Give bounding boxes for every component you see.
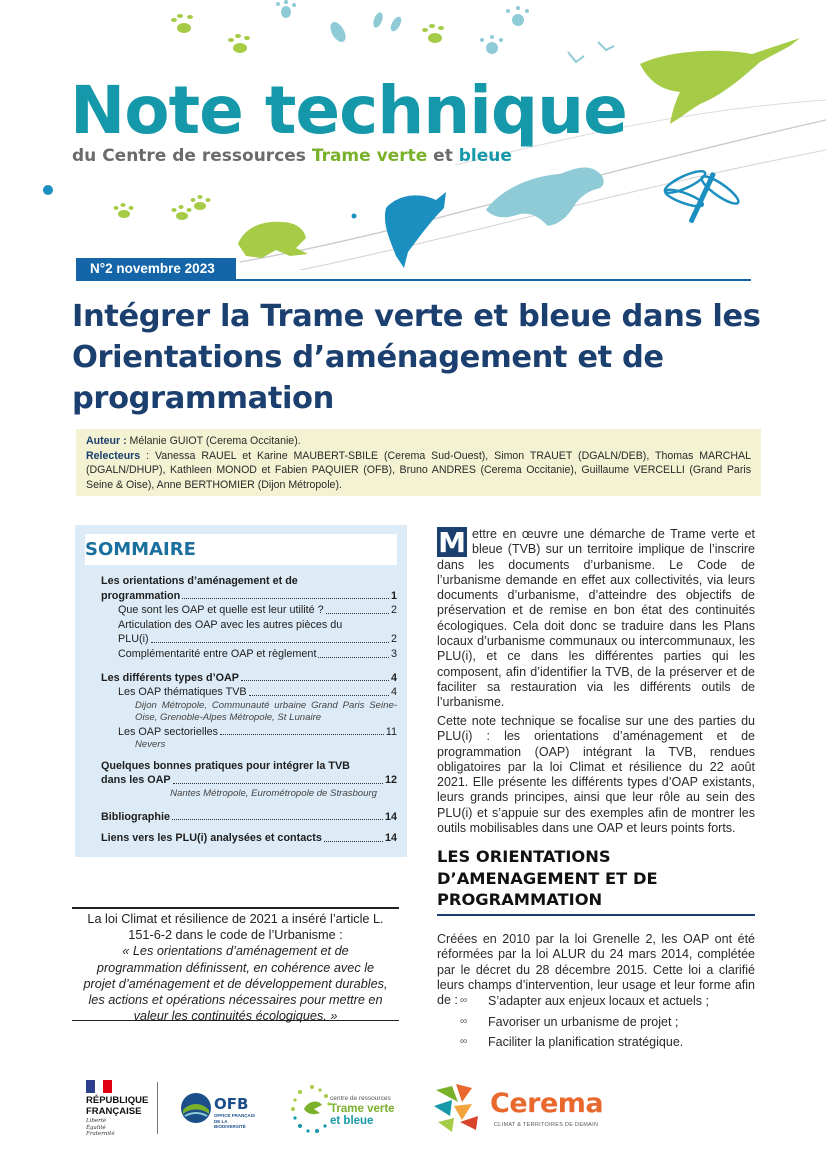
toc-entry-label: Bibliographie <box>101 810 170 823</box>
toc-entry-oap-sectorielles[interactable] <box>101 725 397 740</box>
fox-icon <box>486 168 604 226</box>
toc-entry-label: PLU(i) <box>118 633 149 646</box>
toc-page-number: 14 <box>384 832 397 845</box>
subtitle-prefix: du Centre de ressources <box>72 146 312 166</box>
toc-entry-oap-utilite[interactable] <box>101 603 397 618</box>
toc-entry-label: Les OAP thématiques TVB <box>118 686 247 699</box>
toc-page-number: 12 <box>384 774 397 787</box>
toc-page-number: 4 <box>390 671 397 684</box>
toc-entry-orientations[interactable] <box>101 574 397 603</box>
rf-motto: Égalité <box>86 1124 106 1131</box>
reviewers-label: Relecteurs <box>86 449 141 462</box>
toc-entry-bonnes-pratiques[interactable] <box>101 759 397 788</box>
bird-track-icon <box>568 42 614 62</box>
author-label: Auteur : <box>86 435 127 447</box>
focus-paragraph: Cette note technique se focalise sur une des parties du PLU(i) : les orientations d’aménagement et de programmation (OAP) intégrant la TVB, rendues obligatoires par la loi Climat et résilience du 22 août 2021. Elle présente les différents types d’OAP existants, leurs grands principes, ainsi que leur rôle au sein des PLU(i) et s’appuie sur des exemples afin de montrer les outils mobilisables dans une OAP et leurs points forts. <box>437 714 755 836</box>
list-item-text: Faciliter la planification stratégique. <box>488 1035 684 1049</box>
intro-text: ettre en œuvre une démarche de Trame verte et bleue (TVB) sur un territoire implique de l’inscrire dans les documents d’urbanisme. Le Code de l’urbanisme demande en effet aux collectivités, via leurs documents d’urbanisme, d’atteindre des objectifs de préservation et de remise en bon état des continuités écologiques. Cela doit donc se traduire dans les Plans locaux d’urbanisme communaux ou intercommunaux, les PLU(i), et ce dans les différentes parties qui les composent, afin d’identifier la TVB, de la préserver et de faciliter sa restauration via les différents outils de l’urbanisme. <box>437 527 755 710</box>
intro-paragraph <box>437 527 755 711</box>
toc-entry-types-oap[interactable] <box>101 671 397 686</box>
list-item-text: Favoriser un urbanisme de projet ; <box>488 1014 679 1029</box>
quote-intro: La loi Climat et résilience de 2021 a inséré l’article L. 151-6-2 dans le code de l’Urbanisme : <box>87 912 384 943</box>
subtitle-et: et <box>427 146 459 166</box>
ofb-logo <box>180 1092 260 1130</box>
cerema-name: Cerema <box>490 1088 604 1119</box>
cerema-logo <box>432 1082 612 1137</box>
toc-entry-label: Les orientations d’aménagement et de <box>101 575 298 587</box>
infinity-bullet-icon: ∞ <box>460 1015 468 1027</box>
frog-icon <box>238 222 308 258</box>
toc-entry-liens[interactable] <box>101 831 397 846</box>
rf-motto: Fraternité <box>86 1131 115 1137</box>
toc-entry-label: Les OAP sectorielles <box>118 725 219 738</box>
trame-verte-bleue-logo <box>290 1081 400 1137</box>
toc-page-number: 3 <box>390 647 397 660</box>
list-item <box>460 991 760 1012</box>
ofb-fullname: DE LA BIODIVERSITÉ <box>214 1118 246 1129</box>
author-text: Mélanie GUIOT (Cerema Occitanie). <box>126 435 301 447</box>
cerema-emblem-icon <box>432 1082 486 1134</box>
dot-icon <box>43 185 357 219</box>
toc-entry-articulation[interactable] <box>101 618 397 647</box>
toc-entry-label: dans les OAP <box>101 774 171 787</box>
toc-entry-label: Liens vers les PLU(i) analysées et contacts <box>101 832 322 845</box>
list-item <box>460 1012 760 1033</box>
marianne-flag-icon <box>86 1080 112 1093</box>
toc-entry-oap-thematiques[interactable] <box>101 685 397 700</box>
toc-entry-label: Les différents types d’OAP <box>101 671 239 684</box>
ofb-name: OFB <box>214 1095 249 1113</box>
document-title: Intégrer la Trame verte et bleue dans les Orientations d’aménagement et de programmation <box>72 299 761 416</box>
toc-page-number: 1 <box>390 589 397 602</box>
reviewers-text: : Vanessa RAUEL et Karine MAUBERT-SBILE (Cerema Sud-Ouest), Simon TRAUET (DGALN/DEB), Thomas MARCHAL (DGALN/DHUP), Kathleen MONOD et Fabien PAQUIER (OFB), Bruno ANDRES (Cerema Occitanie), Guillaume VERCELLI (Grand Paris Seine & Oise), Anne BERTHOMIER (Dijon Métropole). <box>86 449 751 491</box>
rf-line1: RÉPUBLIQUE <box>86 1095 149 1106</box>
drop-cap: M <box>438 526 466 559</box>
law-quote <box>72 908 399 1024</box>
toc-body <box>101 574 397 846</box>
infinity-bullet-icon: ∞ <box>460 995 468 1006</box>
rf-line2: FRANÇAISE <box>86 1105 142 1117</box>
rf-motto: Liberté <box>86 1118 107 1124</box>
footprint-icon <box>171 14 444 53</box>
toc-entry-label: Complémentarité entre OAP et règlement <box>118 647 317 660</box>
issue-badge: N°2 novembre 2023 <box>76 258 236 280</box>
toc-entry-label: Articulation des OAP avec les autres pièces du <box>118 618 343 631</box>
toc-examples: Dijon Métropole, Communauté urbaine Grand Paris Seine-Oise, Grenoble-Alpes Métropole, St Lunaire <box>135 699 397 724</box>
cerema-tagline: CLIMAT & TERRITOIRES DE DEMAIN <box>494 1122 599 1128</box>
tvb-emblem-icon <box>290 1083 334 1135</box>
section-paragraph: Créées en 2010 par la loi Grenelle 2, les OAP ont été réformées par la loi ALUR du 24 mars 2014, complétée par le décret du 28 décembre 2015. Cette loi a clarifié leurs champs d’intervention, leur usage et leur forme afin de : <box>437 932 755 1008</box>
footprint-icon <box>114 195 211 220</box>
list-item-text: S’adapter aux enjeux locaux et actuels ; <box>488 994 709 1008</box>
fish-icon <box>385 192 446 268</box>
toc-page-number: 2 <box>390 604 397 617</box>
issue-divider <box>76 279 751 281</box>
tvb-line1: Trame verte <box>330 1103 395 1115</box>
list-item <box>460 1032 760 1053</box>
objectives-list <box>460 991 760 1053</box>
table-of-contents <box>75 525 407 857</box>
brand-subtitle <box>72 146 512 166</box>
toc-entry-label: Quelques bonnes pratiques pour intégrer la TVB <box>101 759 350 772</box>
subtitle-trame-verte: Trame verte <box>311 146 428 166</box>
toc-examples: Nantes Métropole, Eurométropole de Strasbourg <box>170 788 377 800</box>
republique-francaise-logo <box>86 1080 161 1140</box>
toc-page-number: 14 <box>384 810 397 823</box>
toc-heading: SOMMAIRE <box>85 534 397 565</box>
toc-page-number: 2 <box>390 633 397 646</box>
toc-entry-bibliographie[interactable] <box>101 810 397 825</box>
tvb-line2: et bleue <box>330 1115 374 1127</box>
toc-page-number: 4 <box>390 686 397 699</box>
subtitle-bleue: bleue <box>458 146 512 166</box>
toc-entry-complementarite[interactable] <box>101 647 397 662</box>
section-heading: LES ORIENTATIONS D’AMENAGEMENT ET DE PROGRAMMATION <box>437 846 755 916</box>
authors-box <box>76 429 761 496</box>
tvb-small-text: centre de ressources <box>330 1095 391 1102</box>
toc-entry-label: Que sont les OAP et quelle est leur utilité ? <box>118 604 324 617</box>
brand-title: Note technique <box>70 72 627 149</box>
toc-page-number: 11 <box>385 725 397 738</box>
ofb-emblem-icon <box>180 1092 212 1124</box>
footprint-icon <box>276 0 529 54</box>
logo-separator <box>157 1082 158 1134</box>
infinity-bullet-icon: ∞ <box>460 1036 468 1047</box>
quote-text: « Les orientations d’aménagement et de programmation définissent, en cohérence avec le projet d’aménagement et de développement durables, les actions et opérations nécessaires pour mettre en valeur les continuités écologiques. » <box>83 944 388 1024</box>
ofb-fullname: OFFICE FRANÇAIS <box>214 1113 255 1118</box>
toc-examples: Nevers <box>135 739 166 751</box>
toc-entry-label: programmation <box>101 589 181 602</box>
